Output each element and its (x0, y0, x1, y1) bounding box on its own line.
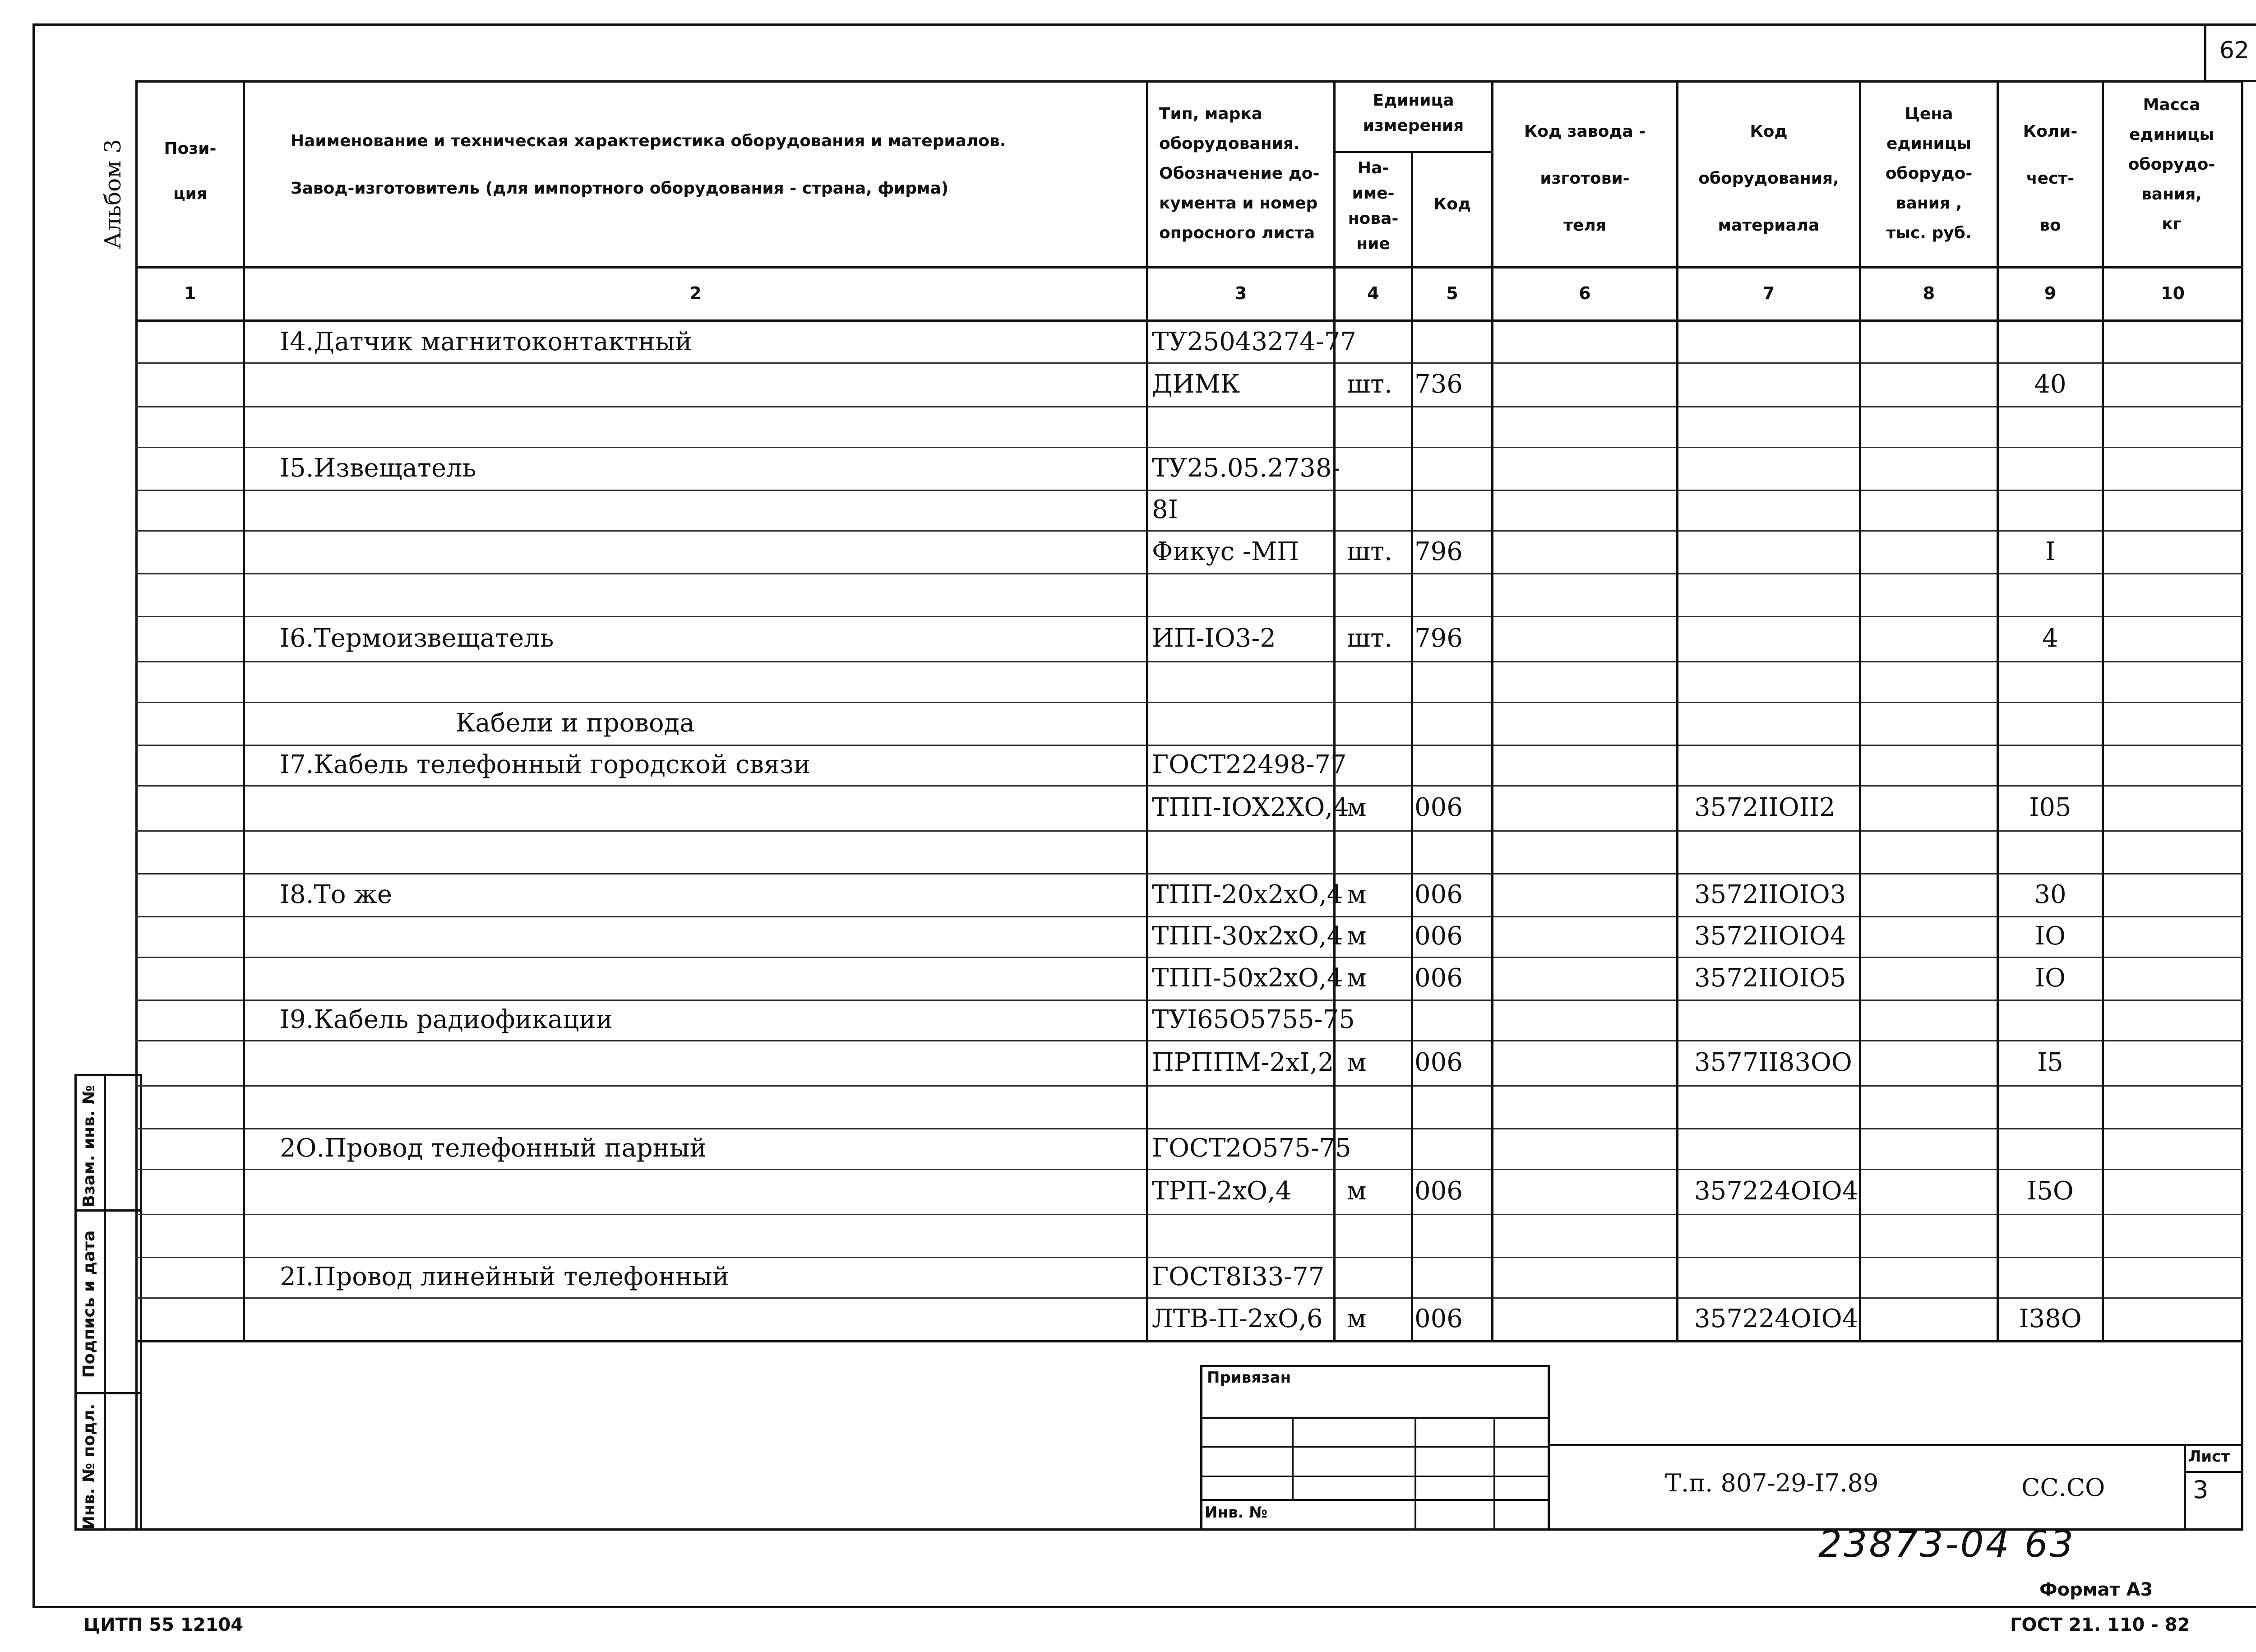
item-unit-cell: м (1347, 1176, 1367, 1206)
item-type-cell: ДИМК (1152, 370, 1240, 399)
header-unit: Единица измерения (1363, 91, 1464, 135)
item-type-cell: ТПП-20х2хО,4 (1152, 880, 1343, 909)
item-type-cell: Фикус -МП (1152, 537, 1299, 566)
item-material-code-cell: 3572IIOIO3 (1694, 880, 1846, 909)
side-divider (104, 1074, 106, 1531)
row-line (135, 873, 2243, 875)
row-line (135, 785, 2243, 787)
row-line (135, 661, 2243, 662)
privyazan-col (1493, 1417, 1495, 1531)
item-name-cell: I5.Извещатель (280, 453, 476, 483)
item-unit-cell: шт. (1347, 370, 1392, 399)
row-line (135, 745, 2243, 746)
row-line (135, 1085, 2243, 1087)
row-line (135, 957, 2243, 958)
side-label-vzam: Взам. инв. № (80, 1085, 98, 1208)
col-number: 6 (1579, 283, 1591, 303)
header-quantity: Коли- чест- во (2023, 122, 2078, 235)
item-name-cell: I9.Кабель радиофикации (280, 1005, 613, 1034)
item-unit-code-cell: 006 (1415, 880, 1463, 909)
sheet-code: СС.СО (2021, 1473, 2105, 1502)
item-quantity-cell: I (2045, 537, 2056, 566)
item-unit-code-cell: 796 (1415, 537, 1463, 566)
privyazan-line (1200, 1446, 1550, 1448)
item-name-cell: 2О.Провод телефонный парный (280, 1134, 707, 1163)
privyazan-line (1200, 1417, 1550, 1419)
format-label: Формат А3 (2039, 1579, 2153, 1600)
item-type-cell: ТПП-30х2хО,4 (1152, 921, 1343, 951)
item-type-cell: ТПП-50х2хО,4 (1152, 963, 1343, 993)
item-unit-cell: шт. (1347, 537, 1392, 566)
item-material-code-cell: 3577II83OO (1694, 1048, 1852, 1077)
item-type-cell: ГОСТ2О575-75 (1152, 1134, 1351, 1163)
sheet-label: Лист (2188, 1448, 2230, 1466)
item-unit-cell: м (1347, 880, 1367, 909)
item-unit-code-cell: 006 (1415, 921, 1463, 951)
item-unit-code-cell: 796 (1415, 624, 1463, 653)
item-unit-code-cell: 006 (1415, 1176, 1463, 1206)
item-unit-cell: м (1347, 921, 1367, 951)
row-line (135, 1169, 2243, 1170)
row-line (135, 616, 2243, 617)
item-material-code-cell: 357224OIO4 (1694, 1176, 1858, 1206)
item-type-cell: ГОСТ8I33-77 (1152, 1262, 1325, 1291)
item-unit-code-cell: 736 (1415, 370, 1463, 399)
item-name-cell: I6.Термоизвещатель (280, 624, 554, 653)
header-type: Тип, марка оборудования. Обозначение до- кумента и номер опросного листа (1159, 105, 1320, 242)
item-name-cell: Кабели и провода (456, 708, 695, 738)
item-unit-code-cell: 006 (1415, 1304, 1463, 1333)
header-price: Цена единицы оборудо- вания , тыс. руб. (1885, 105, 1973, 242)
col-number: 5 (1446, 283, 1458, 303)
item-quantity-cell: 40 (2034, 370, 2066, 399)
header-unit-code: Код (1433, 195, 1471, 213)
item-type-cell: 8I (1152, 495, 1178, 524)
item-type-cell: ПРППМ-2хI,2 (1152, 1048, 1334, 1077)
side-label-inv-podl: Инв. № подл. (80, 1403, 98, 1530)
sheet-number: 3 (2193, 1476, 2209, 1504)
item-quantity-cell: I05 (2029, 793, 2071, 822)
item-type-cell: ТУ25.05.2738- (1152, 453, 1341, 483)
row-line (135, 362, 2243, 364)
row-line (135, 406, 2243, 407)
footer-left: ЦИТП 55 12104 (83, 1615, 244, 1635)
item-type-cell: ГОСТ22498-77 (1152, 750, 1347, 779)
item-quantity-cell: I5 (2037, 1048, 2063, 1077)
stamp-top-line (1550, 1444, 2243, 1446)
row-line (135, 702, 2243, 703)
row-line (135, 1257, 2243, 1258)
col-number: 9 (2044, 283, 2057, 303)
sheet-line (2184, 1471, 2243, 1473)
item-material-code-cell: 357224OIO4 (1694, 1304, 1858, 1333)
handwritten-number: 23873-04 63 (1818, 1523, 2076, 1566)
item-unit-cell: шт. (1347, 624, 1392, 653)
side-label-podpis: Подпись и дата (80, 1230, 98, 1378)
sheet-col (2184, 1444, 2186, 1531)
row-line (135, 1214, 2243, 1215)
item-type-cell: ТРП-2хО,4 (1152, 1176, 1292, 1206)
item-material-code-cell: 3572IIOIO4 (1694, 921, 1846, 951)
row-line (135, 530, 2243, 532)
col-number: 3 (1234, 283, 1247, 303)
col-line (1411, 151, 1413, 1342)
item-name-cell: I8.То же (280, 880, 393, 909)
album-label: Альбом 3 (100, 139, 126, 249)
header-name: Наименование и техническая характеристика оборудования и материалов. Завод-изготовитель (для импортного оборудования - страна, фирма) (291, 132, 1006, 198)
row-line (135, 573, 2243, 574)
row-line (135, 1000, 2243, 1001)
header-position: Пози- ция (164, 139, 217, 203)
col-number: 4 (1367, 283, 1379, 303)
item-name-cell: I7.Кабель телефонный городской связи (280, 750, 811, 779)
item-unit-code-cell: 006 (1415, 1048, 1463, 1077)
item-quantity-cell: I5O (2027, 1176, 2074, 1206)
item-material-code-cell: 3572IIOII2 (1694, 793, 1835, 822)
privyazan-col (1292, 1417, 1294, 1499)
privyazan-col (1415, 1417, 1416, 1531)
body-bottom-line (135, 1340, 2243, 1342)
item-type-cell: ТУ25043274-77 (1152, 327, 1357, 356)
header-material-code: Код оборудования, материала (1698, 122, 1839, 235)
row-line (135, 1040, 2243, 1041)
item-quantity-cell: 30 (2034, 880, 2066, 909)
col-number: 7 (1762, 283, 1775, 303)
item-name-cell: 2I.Провод линейный телефонный (280, 1262, 730, 1291)
col-number: 1 (184, 283, 196, 303)
item-type-cell: ТУI65О5755-75 (1152, 1005, 1355, 1034)
col-number: 8 (1923, 283, 1935, 303)
col-number: 10 (2161, 283, 2185, 303)
item-quantity-cell: I38O (2019, 1304, 2082, 1333)
privyazan-line (1200, 1476, 1550, 1477)
item-type-cell: ЛТВ-П-2хО,6 (1152, 1304, 1323, 1333)
item-unit-cell: м (1347, 963, 1367, 993)
footer-right: ГОСТ 21. 110 - 82 (2010, 1615, 2190, 1635)
item-quantity-cell: IO (2034, 921, 2066, 951)
item-unit-code-cell: 006 (1415, 793, 1463, 822)
col-number: 2 (689, 283, 702, 303)
row-line (135, 1297, 2243, 1299)
item-name-cell: I4.Датчик магнитоконтактный (280, 327, 692, 356)
item-unit-cell: м (1347, 1304, 1367, 1333)
item-unit-cell: м (1347, 793, 1367, 822)
privyazan-label: Привязан (1207, 1369, 1291, 1387)
item-type-cell: ИП-IО3-2 (1152, 624, 1276, 653)
header-unit-name: На- име- нова- ние (1348, 159, 1399, 253)
row-line (135, 447, 2243, 448)
inv-no-label: Инв. № (1205, 1504, 1268, 1522)
row-line (135, 490, 2243, 491)
header-factory-code: Код завода - изготови- теля (1524, 122, 1646, 235)
item-material-code-cell: 3572IIOIO5 (1694, 963, 1846, 993)
privyazan-line (1200, 1499, 1550, 1501)
row-line (135, 916, 2243, 917)
row-line (135, 1128, 2243, 1129)
item-unit-code-cell: 006 (1415, 963, 1463, 993)
row-line (135, 830, 2243, 832)
page-number: 62 (2219, 37, 2250, 64)
item-unit-cell: м (1347, 1048, 1367, 1077)
item-quantity-cell: 4 (2042, 624, 2058, 653)
item-quantity-cell: IO (2034, 963, 2066, 993)
item-type-cell: ТПП-IОХ2ХО,4 (1152, 793, 1349, 822)
doc-code: Т.п. 807-29-I7.89 (1665, 1469, 1879, 1497)
header-mass: Масса единицы оборудо- вания, кг (2128, 96, 2215, 233)
